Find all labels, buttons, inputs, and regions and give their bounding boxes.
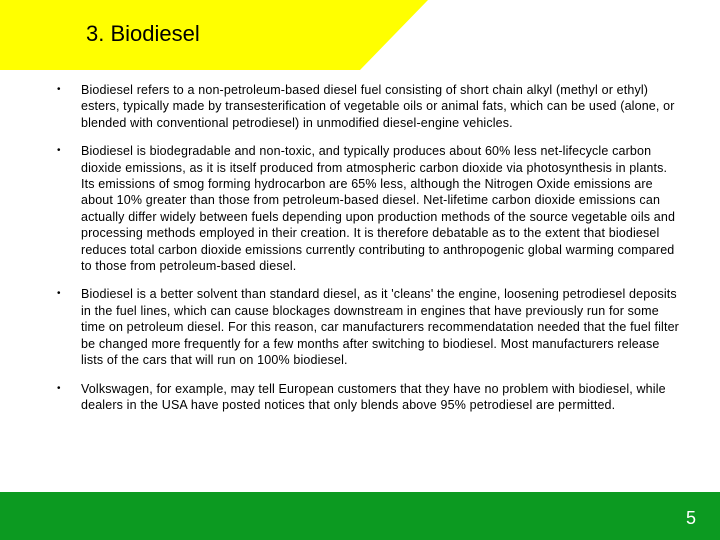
bullet-text: Volkswagen, for example, may tell European customers that they have no problem with biodiesel, while dealers in the USA have posted notices that only blends above 95% petrodiesel are permitted.	[81, 381, 666, 412]
bullet-text: Biodiesel refers to a non-petroleum-based diesel fuel consisting of short chain alkyl (methyl or ethyl) esters, typically made by transesterification of vegetable oils or animal fats, which can be used (alone, or blended with conventional petrodiesel) in unmodified diesel-engine vehicles.	[81, 83, 675, 130]
bullet-marker: •	[57, 84, 61, 95]
bullet-marker: •	[57, 382, 61, 394]
bullet-item-4	[55, 381, 683, 414]
slide-title: 3. Biodiesel	[86, 21, 200, 46]
bullet-text: Biodiesel is biodegradable and non-toxic, and typically produces about 60% less net-lifecycle carbon dioxide emissions, as it is itself produced from atmospheric carbon dioxide via photosynthesis in plants. Its emissions of smog forming hydrocarbon are 65% less, although the Nitrogen Oxide emissions are about 10% greater than those from petroleum-based diesel. Net-lifetime carbon dioxide emissions can actually differ widely between fuels depending upon production methods of the source vegetable oils and processing methods employed in their creation. It is therefore debatable as to the extent that biodiesel reduces total carbon dioxide emissions currently contributing to anthropogenic global warming compared to those from petroleum-based diesel.	[81, 144, 676, 274]
bullet-text: Biodiesel is a better solvent than standard diesel, as it 'cleans' the engine, loosening petrodiesel deposits in the fuel lines, which can cause blockages downstream in engines that have previously run for some time on petroleum diesel. For this reason, car manufacturers recommendatation needed that the fuel filter be changed more frequently for a few months after switching to biodiesel. Most manufacturers release lists of the cars that will run on 100% biodiesel.	[81, 287, 679, 368]
bullet-item-1	[55, 82, 683, 131]
bullet-marker: •	[57, 288, 61, 300]
bullet-list	[55, 82, 683, 413]
footer-bar	[0, 492, 720, 540]
page-number: 5	[685, 508, 696, 528]
bullet-item-2	[55, 143, 683, 274]
bullet-marker: •	[57, 145, 61, 157]
title-banner-shape	[0, 0, 428, 70]
bullet-item-3	[55, 286, 683, 368]
